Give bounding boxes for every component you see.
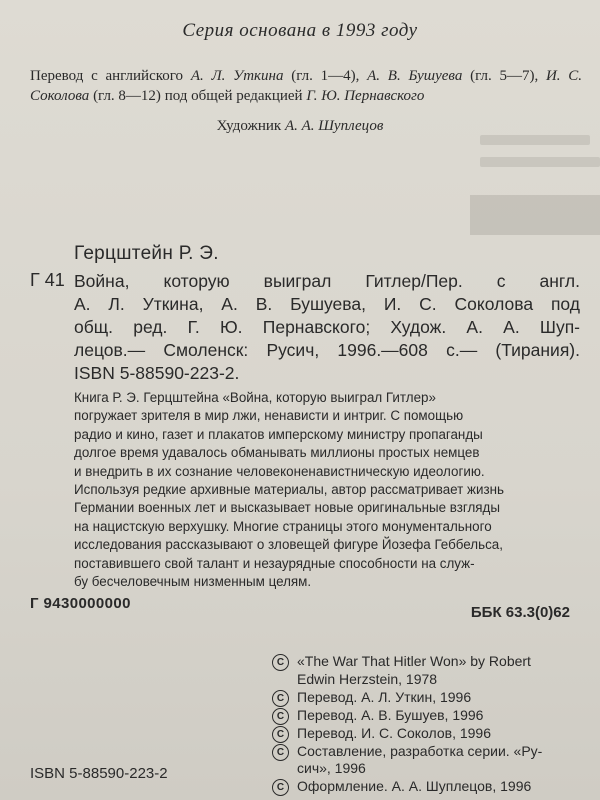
annotation-line: и внедрить в их сознание человеконенавистническую идеологию. bbox=[74, 463, 485, 479]
translator-1: А. Л. Уткина bbox=[190, 68, 284, 84]
copyright-entry bbox=[272, 707, 582, 725]
copyright-entry bbox=[272, 743, 582, 779]
series-note: Серия основана в 1993 году bbox=[182, 20, 418, 41]
copyright-icon: C bbox=[272, 744, 289, 761]
copyright-text: Составление, разработка серии. «Ру- bbox=[297, 742, 543, 759]
annotation-line: исследования рассказывают о зловещей фигуре Йозефа Геббельса, bbox=[74, 537, 503, 553]
general-editor: Г. Ю. Пернавского bbox=[306, 88, 425, 104]
copyright-text: Оформление. А. А. Шуплецов, 1996 bbox=[297, 778, 532, 795]
artist-name: А. А. Шуплецов bbox=[284, 118, 384, 134]
annotation-line: на нацистскую верхушку. Многие страницы этого монументального bbox=[74, 518, 492, 534]
biblio-line: общ. ред. Г. Ю. Пернавского; Худож. А. А. Шуп- bbox=[74, 317, 580, 337]
biblio-line: Война, которую выиграл Гитлер/Пер. с англ. bbox=[74, 271, 580, 291]
copyright-block bbox=[272, 653, 582, 796]
catalog-code: Г 41 bbox=[30, 270, 65, 290]
biblio-line: лецов.— Смоленск: Русич, 1996.—608 с.— (Тирания). bbox=[74, 340, 580, 360]
copyright-text: сич», 1996 bbox=[297, 760, 366, 777]
copyright-text: Перевод. И. С. Соколов, 1996 bbox=[297, 724, 491, 741]
copyright-icon: C bbox=[272, 690, 289, 707]
bbk-classification: ББК 63.3(0)62 bbox=[470, 604, 570, 621]
annotation-line: Германии военных лет и высказывает новые оригинальные взгляды bbox=[74, 500, 500, 516]
g-catalog-number: Г 9430000000 bbox=[30, 595, 131, 612]
author-heading: Герцштейн Р. Э. bbox=[74, 243, 219, 264]
annotation-line: бу бесчеловечным низменным целям. bbox=[74, 574, 312, 590]
translation-credits bbox=[30, 66, 582, 106]
copyright-entry bbox=[272, 778, 582, 796]
annotation-text bbox=[74, 389, 580, 591]
translator-1-chapters: (гл. 1—4), bbox=[291, 68, 360, 84]
copyright-icon: C bbox=[272, 654, 289, 671]
translator-2: А. В. Бушуева bbox=[367, 68, 463, 84]
translator-3: И. С. Соколова bbox=[30, 68, 583, 104]
copyright-entry bbox=[272, 725, 582, 743]
isbn-footer: ISBN 5-88590-223-2 bbox=[30, 765, 168, 782]
annotation-line: долгое время удавалось обманывать миллионы простых немцев bbox=[74, 445, 480, 461]
copyright-text: Перевод. А. Л. Уткин, 1996 bbox=[297, 688, 472, 705]
copyright-icon: C bbox=[272, 726, 289, 743]
copyright-text: «The War That Hitler Won» by Robert bbox=[297, 653, 531, 669]
annotation-line: погружает зрителя в мир лжи, ненависти и интриг. С помощью bbox=[74, 408, 464, 424]
editor-prefix: под общей редакцией bbox=[164, 88, 303, 104]
translator-2-chapters: (гл. 5—7), bbox=[470, 68, 539, 84]
bleed-through-shadow bbox=[460, 125, 600, 245]
annotation-line: поставившего свой талант и незаурядные способности на служ- bbox=[74, 555, 475, 571]
copyright-text: Перевод. А. В. Бушуев, 1996 bbox=[297, 706, 484, 723]
copyright-icon: C bbox=[272, 708, 289, 725]
annotation-line: Используя редкие архивные материалы, автор рассматривает жизнь bbox=[74, 482, 504, 498]
annotation-line: радио и кино, газет и плакатов имперскому министру пропаганды bbox=[74, 426, 483, 442]
bibliographic-record bbox=[74, 270, 580, 385]
copyright-entry bbox=[272, 689, 582, 707]
copyright-icon: C bbox=[272, 779, 289, 796]
copyright-text: Edwin Herzstein, 1978 bbox=[297, 670, 438, 687]
translator-3-chapters: (гл. 8—12) bbox=[93, 88, 161, 104]
copyright-entry bbox=[272, 653, 582, 689]
artist-credit bbox=[0, 118, 600, 135]
translation-prefix: Перевод с английского bbox=[30, 68, 184, 84]
biblio-isbn: ISBN 5-88590-223-2. bbox=[74, 363, 240, 383]
artist-label: Художник bbox=[216, 118, 282, 134]
annotation-line: Книга Р. Э. Герцштейна «Война, которую выиграл Гитлер» bbox=[74, 390, 436, 405]
biblio-line: А. Л. Уткина, А. В. Бушуева, И. С. Соколова под bbox=[74, 294, 580, 314]
